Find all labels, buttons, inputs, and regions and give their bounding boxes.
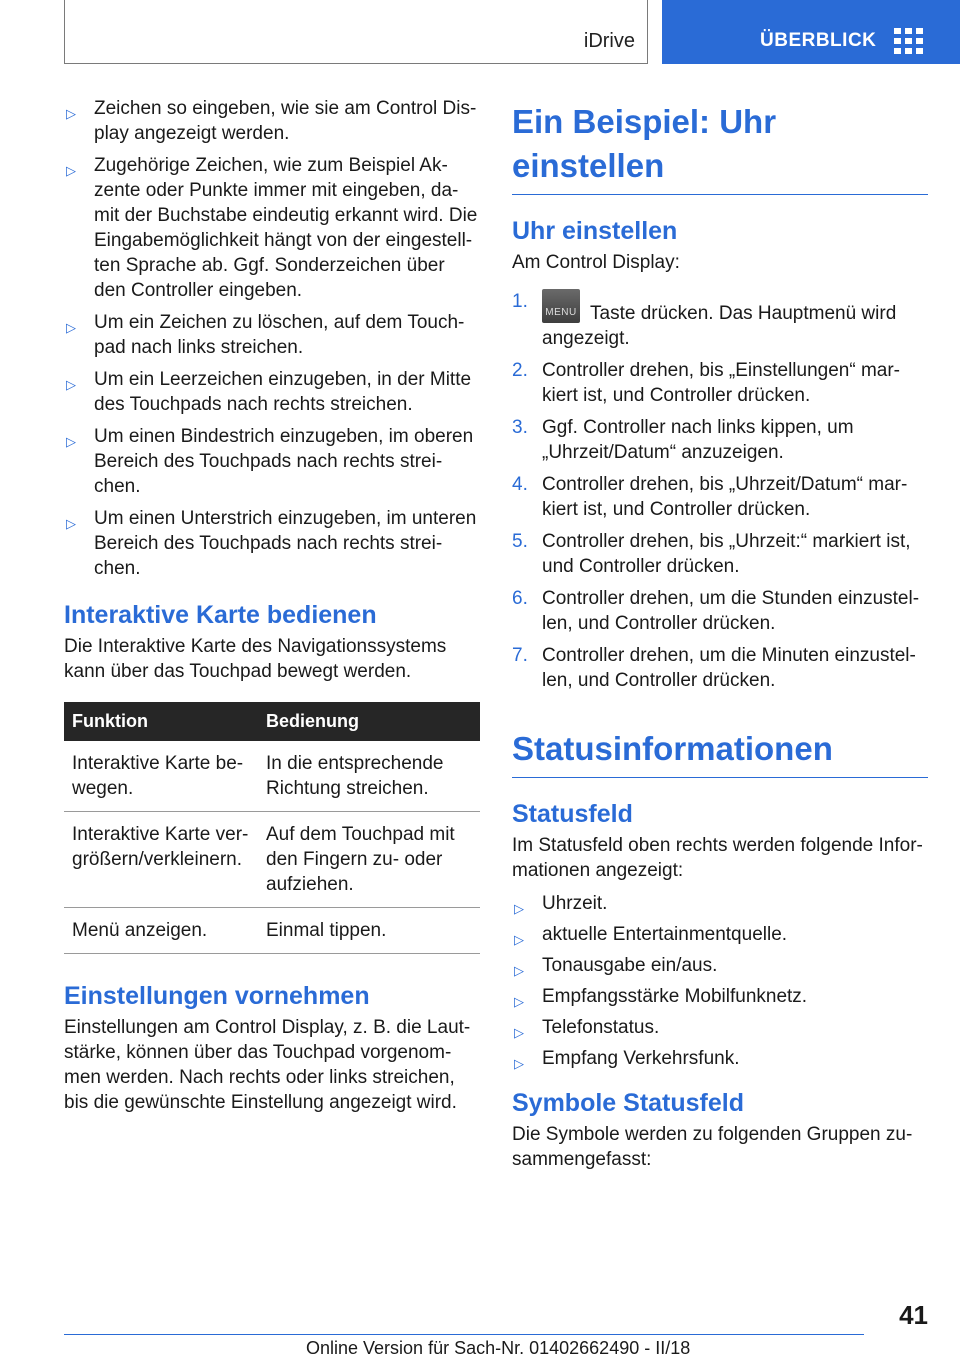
list-item: ▷ Empfangsstärke Mobilfunknetz. <box>512 984 928 1009</box>
example-heading: Ein Beispiel: Uhr einstellen <box>512 100 928 195</box>
triangle-bullet-icon: ▷ <box>514 1056 524 1071</box>
footer-divider <box>64 1334 864 1335</box>
table-row <box>64 908 480 954</box>
list-item: ▷ Zugehörige Zeichen, wie zum Beispiel Ak-zente oder Punkte immer mit eingeben, da-mit der Buchstabe eindeutig erkannt wird. Die Eingabemöglichkeit hängt von der eingestell-ten Sprache ab. Ggf. Sonderzeichen über den Controller eingeben. <box>66 155 478 301</box>
triangle-bullet-icon: ▷ <box>514 901 524 916</box>
right-column <box>512 100 928 1172</box>
map-heading: Interaktive Karte bedienen <box>64 601 377 629</box>
table-header-row <box>64 702 480 741</box>
table-cell: Auf dem Touchpad mit den Fingern zu- oder aufziehen. <box>258 812 480 908</box>
clock-intro: Am Control Display: <box>512 252 680 273</box>
input-tips-list <box>64 96 480 581</box>
left-column <box>64 96 480 1115</box>
symbols-heading: Symbole Statusfeld <box>512 1089 744 1117</box>
header-left-box <box>64 0 648 64</box>
grid-icon <box>894 28 924 54</box>
header-overview-label: ÜBERBLICK <box>760 30 877 51</box>
settings-text: Einstellungen am Control Display, z. B. die Laut-stärke, können über das Touchpad vorgenom-men werden. Nach rechts oder links streichen, bis die gewünschte Einstellung angezeigt wird. <box>64 1017 471 1113</box>
list-item: 4. Controller drehen, bis „Uhrzeit/Datum“ mar-kiert ist, und Controller drücken. <box>512 474 908 520</box>
page-number: 41 <box>899 1300 928 1330</box>
triangle-bullet-icon: ▷ <box>66 106 76 121</box>
map-text: Die Interaktive Karte des Navigationssystems kann über das Touchpad bewegt werden. <box>64 636 447 682</box>
list-item: 5. Controller drehen, bis „Uhrzeit:“ markiert ist, und Controller drücken. <box>512 531 911 577</box>
triangle-bullet-icon: ▷ <box>66 163 76 178</box>
list-item: 2. Controller drehen, bis „Einstellungen“ mar-kiert ist, und Controller drücken. <box>512 360 900 406</box>
list-item: 6. Controller drehen, um die Stunden einzustel-len, und Controller drücken. <box>512 588 920 634</box>
triangle-bullet-icon: ▷ <box>514 994 524 1009</box>
table-cell: In die entsprechende Richtung streichen. <box>258 741 480 812</box>
list-item: 1. MENU Taste drücken. Das Hauptmenü wird angezeigt. <box>512 291 897 349</box>
table-cell: Interaktive Karte ver-größern/verkleinern. <box>64 812 258 908</box>
triangle-bullet-icon: ▷ <box>66 516 76 531</box>
status-info-list <box>512 891 928 1071</box>
table-cell: Interaktive Karte be-wegen. <box>64 741 258 812</box>
clock-heading: Uhr einstellen <box>512 217 678 245</box>
settings-heading: Einstellungen vornehmen <box>64 982 370 1010</box>
list-item: ▷ Empfang Verkehrsfunk. <box>512 1046 928 1071</box>
statusfeld-text: Im Statusfeld oben rechts werden folgende Infor-mationen angezeigt: <box>512 835 923 881</box>
list-item: ▷ Uhrzeit. <box>512 891 928 916</box>
table-cell: Einmal tippen. <box>258 908 480 954</box>
table-header-operation: Bedienung <box>258 702 480 741</box>
triangle-bullet-icon: ▷ <box>66 320 76 335</box>
header-overview-tab[interactable] <box>662 0 960 64</box>
list-item: ▷ Zeichen so eingeben, wie sie am Control Dis-play angezeigt werden. <box>66 98 477 144</box>
menu-button-icon: MENU <box>542 289 580 323</box>
table-row <box>64 812 480 908</box>
list-item: ▷ Um einen Bindestrich einzugeben, im oberen Bereich des Touchpads nach rechts strei-chen. <box>66 426 474 497</box>
clock-steps-list <box>512 289 928 693</box>
triangle-bullet-icon: ▷ <box>514 932 524 947</box>
list-item: ▷ Um ein Zeichen zu löschen, auf dem Touch-pad nach links streichen. <box>66 312 465 358</box>
list-item: ▷ Um ein Leerzeichen einzugeben, in der Mitte des Touchpads nach rechts streichen. <box>66 369 472 415</box>
list-item: ▷ Telefonstatus. <box>512 1015 928 1040</box>
list-item: ▷ Um einen Unterstrich einzugeben, im unteren Bereich des Touchpads nach rechts strei-chen. <box>66 508 477 579</box>
triangle-bullet-icon: ▷ <box>514 1025 524 1040</box>
table-cell: Menü anzeigen. <box>64 908 258 954</box>
status-heading: Statusinformationen <box>512 727 928 778</box>
list-item: ▷ Tonausgabe ein/aus. <box>512 953 928 978</box>
footer-text: Online Version für Sach-Nr. 01402662490 - II/18 <box>306 1338 691 1358</box>
statusfeld-heading: Statusfeld <box>512 800 633 828</box>
symbols-text: Die Symbole werden zu folgenden Gruppen zu-sammengefasst: <box>512 1124 913 1170</box>
table-row <box>64 741 480 812</box>
list-item: ▷ aktuelle Entertainmentquelle. <box>512 922 928 947</box>
triangle-bullet-icon: ▷ <box>66 377 76 392</box>
list-item: 3. Ggf. Controller nach links kippen, um „Uhrzeit/Datum“ anzuzeigen. <box>512 417 854 463</box>
table-header-function: Funktion <box>64 702 258 741</box>
list-item: 7. Controller drehen, um die Minuten einzustel-len, und Controller drücken. <box>512 645 916 691</box>
triangle-bullet-icon: ▷ <box>66 434 76 449</box>
touchpad-table <box>64 702 480 954</box>
triangle-bullet-icon: ▷ <box>514 963 524 978</box>
header-section-label: iDrive <box>583 30 635 52</box>
